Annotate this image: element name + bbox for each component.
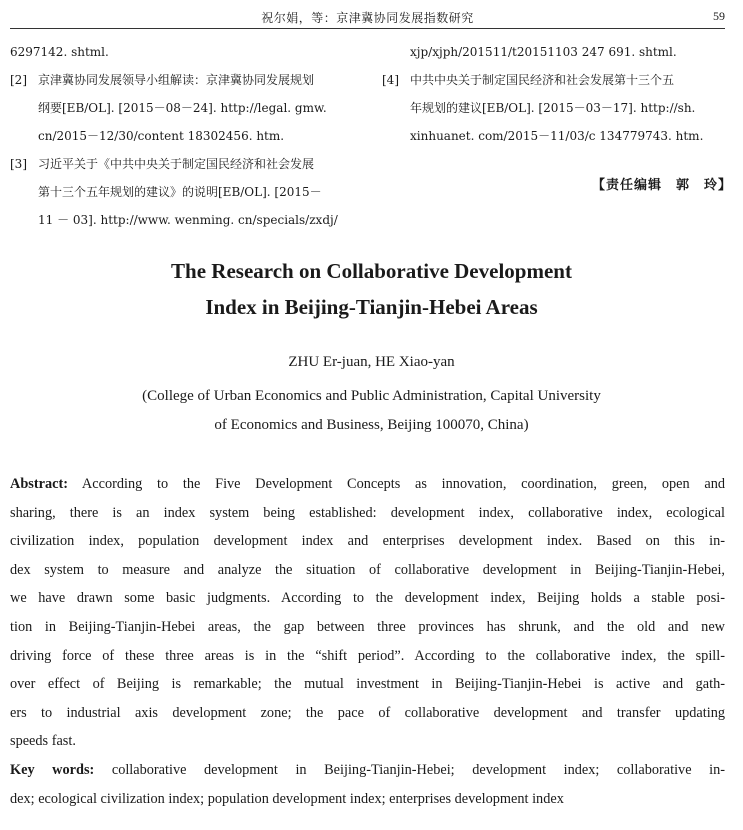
abstract-label: Abstract: [10, 476, 68, 492]
abstract-line: tion in Beijing-Tianjin-Hebei areas, the gap between three provinces has shrunk, and the old and new [10, 618, 725, 635]
abstract-line: we have drawn some basic judgments. According to the development index, Beijing holds a stable posi- [10, 590, 725, 607]
reference-text: 习近平关于《中共中央关于制定国民经济和社会发展 [38, 157, 315, 171]
keywords-text: collaborative development in Beijing-Tianjin-Hebei; development index; collaborative in- [94, 761, 725, 778]
reference-item-3 [10, 150, 360, 178]
reference-continuation: xjp/xjph/201511/t20151103 247 691. shtml. [410, 45, 677, 59]
keywords-line: dex; ecological civilization index; population development index; enterprises development index [10, 790, 564, 807]
abstract-text: According to the Five Development Concepts as innovation, coordination, green, open and [67, 476, 725, 492]
running-header [10, 6, 725, 29]
abstract-line: speeds fast. [10, 733, 76, 750]
abstract-line: ers to industrial axis development zone; the pace of collaborative development and transfer updating [10, 704, 725, 721]
reference-column-right [382, 38, 732, 150]
reference-text: 纲要[EB/OL]. [2015－08－24]. http://legal. gmw. [38, 101, 327, 115]
reference-text: 第十三个五年规划的建议》的说明[EB/OL]. [2015－ [38, 185, 322, 199]
reference-number: [2] [10, 73, 27, 87]
reference-text: 11 － 03]. http://www. wenming. cn/specials/zxdj/ [38, 213, 338, 227]
reference-text: 中共中央关于制定国民经济和社会发展第十三个五 [410, 73, 675, 87]
affiliation-line: of Economics and Business, Beijing 100070, China) [214, 417, 529, 433]
article-title-line: Index in Beijing-Tianjin-Hebei Areas [205, 295, 538, 319]
reference-text: xinhuanet. com/2015－11/03/c 134779743. htm. [410, 129, 704, 143]
abstract-line: sharing, there is an index system being established: development index, collaborative index, ecological [10, 504, 725, 521]
abstract-line: over effect of Beijing is remarkable; the mutual investment in Beijing-Tianjin-Hebei is active and gath- [10, 676, 725, 693]
page-number: 59 [713, 9, 725, 23]
keywords-label: Key words: [10, 761, 95, 778]
affiliation-line: (College of Urban Economics and Public Administration, Capital University [142, 388, 601, 404]
reference-number: [3] [10, 157, 27, 171]
reference-number: [4] [382, 73, 399, 87]
reference-text: 京津冀协同发展领导小组解读：京津冀协同发展规划 [38, 73, 315, 87]
article-title [0, 253, 743, 325]
reference-list [10, 38, 733, 227]
article-authors: ZHU Er-juan, HE Xiao-yan [288, 354, 455, 370]
reference-continuation: 6297142. shtml. [10, 45, 109, 59]
abstract-line: civilization index, population development index and enterprises development index. Based on this in- [10, 533, 725, 550]
reference-text: 年规划的建议[EB/OL]. [2015－03－17]. http://sh. [410, 101, 696, 115]
responsible-editor: 【责任编辑 郭 玲】 [592, 178, 733, 193]
reference-item-2 [10, 66, 360, 94]
reference-column-left [10, 38, 360, 234]
reference-text: cn/2015－12/30/content 18302456. htm. [38, 129, 285, 143]
abstract-section [10, 470, 725, 813]
running-header-title: 祝尔娟，等：京津冀协同发展指数研究 [261, 11, 474, 25]
abstract-line [10, 470, 725, 499]
author-affiliation [0, 382, 743, 440]
keywords-line [10, 756, 725, 785]
abstract-line: driving force of these three areas is in the “shift period”. According to the collaborative index, the spill- [10, 647, 725, 664]
article-title-line: The Research on Collaborative Development [171, 259, 572, 283]
abstract-line: dex system to measure and analyze the situation of collaborative development in Beijing-Tianjin-Hebei, [10, 561, 725, 578]
reference-item-4 [382, 66, 732, 94]
